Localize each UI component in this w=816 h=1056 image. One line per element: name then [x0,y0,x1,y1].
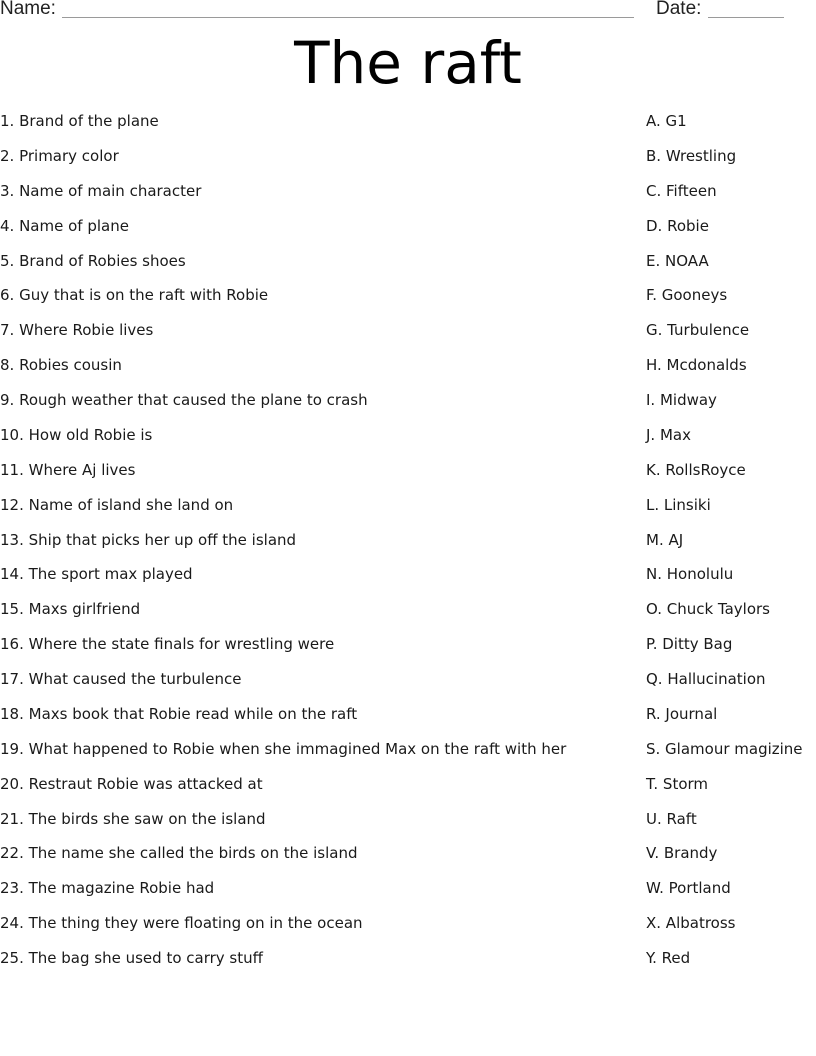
question-item: 20. Restraut Robie was attacked at [0,774,263,793]
answer-item: R. Journal [646,704,718,723]
answer-item: F. Gooneys [646,286,728,305]
question-item: 12. Name of island she land on [0,495,234,514]
date-label: Date: [656,0,702,19]
answer-item: Y. Red [646,949,691,967]
name-blank-line [62,17,634,18]
question-item: 18. Maxs book that Robie read while on the raft [0,704,358,723]
answer-item: P. Ditty Bag [646,635,733,654]
answer-item: D. Robie [646,216,709,235]
worksheet-header [0,0,816,24]
question-item: 1. Brand of the plane [0,112,159,130]
answer-item: I. Midway [646,391,717,409]
answer-item: L. Linsiki [646,495,711,514]
question-item: 5. Brand of Robies shoes [0,251,186,270]
date-blank-line [708,17,784,18]
question-item: 4. Name of plane [0,216,129,235]
answer-item: S. Glamour magizine [646,739,803,758]
question-item: 23. The magazine Robie had [0,879,215,898]
question-item: 14. The sport max played [0,565,193,584]
answer-item: W. Portland [646,879,731,898]
answer-item: O. Chuck Taylors [646,600,770,619]
answers-list [646,111,816,983]
name-label: Name: [0,0,56,19]
question-item: 9. Rough weather that caused the plane to crash [0,391,368,409]
answer-item: U. Raft [646,809,697,828]
question-item: 21. The birds she saw on the island [0,809,266,828]
answer-item: Q. Hallucination [646,670,766,688]
answer-item: A. G1 [646,112,687,130]
question-item: 8. Robies cousin [0,356,122,375]
question-item: 15. Maxs girlfriend [0,600,141,619]
answer-item: K. RollsRoyce [646,460,746,479]
answer-item: B. Wrestling [646,146,737,165]
question-item: 13. Ship that picks her up off the island [0,530,297,549]
question-item: 11. Where Aj lives [0,460,136,479]
questions-list [0,111,620,983]
question-item: 3. Name of main character [0,181,202,200]
question-item: 7. Where Robie lives [0,321,154,340]
answer-item: J. Max [646,425,691,444]
question-item: 22. The name she called the birds on the island [0,844,358,863]
question-item: 2. Primary color [0,146,119,165]
question-item: 16. Where the state finals for wrestling were [0,635,335,654]
answer-item: T. Storm [646,774,709,793]
answer-item: X. Albatross [646,914,736,933]
question-item: 24. The thing they were floating on in the ocean [0,914,363,933]
question-item: 17. What caused the turbulence [0,670,242,688]
answer-item: H. Mcdonalds [646,356,747,375]
answer-item: C. Fifteen [646,181,717,200]
answer-item: V. Brandy [646,844,718,863]
worksheet-title: The raft [294,29,522,97]
question-item: 19. What happened to Robie when she immagined Max on the raft with her [0,739,567,758]
question-item: 25. The bag she used to carry stuff [0,949,263,967]
answer-item: E. NOAA [646,251,709,270]
answer-item: M. AJ [646,530,684,549]
question-item: 10. How old Robie is [0,425,153,444]
answer-item: G. Turbulence [646,321,750,340]
answer-item: N. Honolulu [646,565,734,584]
question-item: 6. Guy that is on the raft with Robie [0,286,269,305]
